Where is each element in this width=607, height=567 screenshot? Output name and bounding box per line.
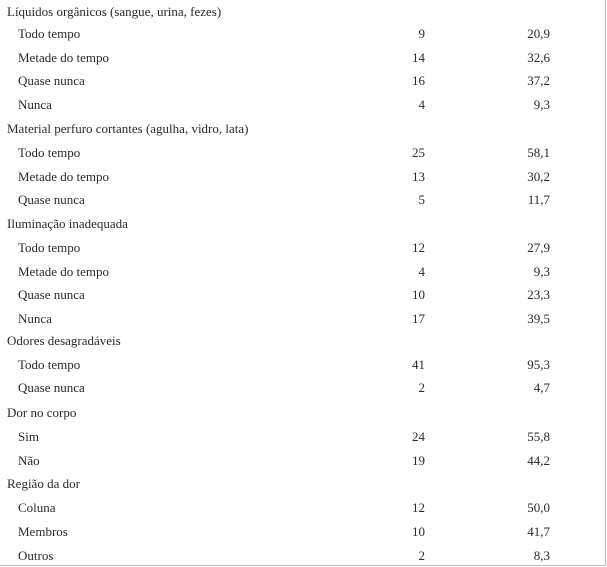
count-cell: 4 bbox=[418, 97, 425, 112]
count-cell: 25 bbox=[412, 145, 425, 160]
count-cell: 19 bbox=[412, 453, 425, 468]
category-row bbox=[0, 117, 605, 140]
percent-cell: 41,7 bbox=[527, 524, 550, 539]
table-row bbox=[0, 425, 605, 448]
table-row bbox=[0, 449, 605, 472]
percent-cell: 11,7 bbox=[527, 192, 550, 207]
row-label: Quase nunca bbox=[18, 192, 85, 207]
count-cell: 12 bbox=[412, 500, 425, 515]
percent-cell: 50,0 bbox=[527, 500, 550, 515]
row-label: Quase nunca bbox=[18, 380, 85, 395]
row-label: Sim bbox=[18, 429, 39, 444]
table-row bbox=[0, 69, 605, 92]
table-row bbox=[0, 93, 605, 116]
percent-cell: 95,3 bbox=[527, 357, 550, 372]
table-row bbox=[0, 188, 605, 211]
percent-cell: 9,3 bbox=[533, 97, 550, 112]
row-label: Nunca bbox=[18, 311, 52, 326]
row-label: Metade do tempo bbox=[18, 264, 109, 279]
percent-cell: 39,5 bbox=[527, 311, 550, 326]
row-label: Membros bbox=[18, 524, 68, 539]
row-label: Todo tempo bbox=[18, 357, 81, 372]
count-cell: 12 bbox=[412, 240, 425, 255]
percent-cell: 23,3 bbox=[527, 287, 550, 302]
percent-cell: 27,9 bbox=[527, 240, 550, 255]
count-cell: 5 bbox=[418, 192, 425, 207]
percent-cell: 30,2 bbox=[527, 169, 550, 184]
row-label: Não bbox=[18, 453, 40, 468]
percent-cell: 44,2 bbox=[527, 453, 550, 468]
table-row bbox=[0, 165, 605, 188]
category-label: Iluminação inadequada bbox=[7, 216, 128, 231]
count-cell: 17 bbox=[412, 311, 425, 326]
count-cell: 41 bbox=[412, 357, 425, 372]
category-row bbox=[0, 0, 605, 23]
count-cell: 2 bbox=[418, 380, 425, 395]
percent-cell: 58,1 bbox=[527, 145, 550, 160]
row-label: Coluna bbox=[18, 500, 56, 515]
count-cell: 13 bbox=[412, 169, 425, 184]
count-cell: 9 bbox=[418, 26, 425, 41]
percent-cell: 20,9 bbox=[527, 26, 550, 41]
row-label: Outros bbox=[18, 548, 54, 563]
count-cell: 2 bbox=[418, 548, 425, 563]
table-row bbox=[0, 22, 605, 45]
table-row bbox=[0, 236, 605, 259]
row-label: Todo tempo bbox=[18, 240, 81, 255]
row-label: Metade do tempo bbox=[18, 50, 109, 65]
category-row bbox=[0, 329, 605, 352]
category-label: Odores desagradáveis bbox=[7, 333, 121, 348]
percent-cell: 55,8 bbox=[527, 429, 550, 444]
row-label: Todo tempo bbox=[18, 145, 81, 160]
table-row bbox=[0, 283, 605, 306]
count-cell: 24 bbox=[412, 429, 425, 444]
table-row bbox=[0, 46, 605, 69]
category-label: Dor no corpo bbox=[7, 405, 77, 420]
table-row bbox=[0, 520, 605, 543]
table-row bbox=[0, 141, 605, 164]
table-row bbox=[0, 496, 605, 519]
count-cell: 14 bbox=[412, 50, 425, 65]
category-row bbox=[0, 212, 605, 235]
count-cell: 10 bbox=[412, 287, 425, 302]
count-cell: 16 bbox=[412, 73, 425, 88]
table-row bbox=[0, 353, 605, 376]
percent-cell: 8,3 bbox=[533, 548, 550, 563]
row-label: Metade do tempo bbox=[18, 169, 109, 184]
table-row bbox=[0, 376, 605, 399]
percent-cell: 37,2 bbox=[527, 73, 550, 88]
category-row bbox=[0, 472, 605, 495]
count-cell: 10 bbox=[412, 524, 425, 539]
row-label: Quase nunca bbox=[18, 287, 85, 302]
percent-cell: 9,3 bbox=[533, 264, 550, 279]
row-label: Quase nunca bbox=[18, 73, 85, 88]
category-label: Líquidos orgânicos (sangue, urina, fezes) bbox=[7, 4, 222, 19]
percent-cell: 4,7 bbox=[533, 380, 550, 395]
table-row bbox=[0, 307, 605, 330]
category-label: Região da dor bbox=[7, 476, 80, 491]
category-label: Material perfuro cortantes (agulha, vidro, lata) bbox=[7, 121, 249, 136]
count-cell: 4 bbox=[418, 264, 425, 279]
table-row bbox=[0, 544, 605, 567]
percent-cell: 32,6 bbox=[527, 50, 550, 65]
table-row bbox=[0, 260, 605, 283]
row-label: Todo tempo bbox=[18, 26, 81, 41]
category-row bbox=[0, 401, 605, 424]
row-label: Nunca bbox=[18, 97, 52, 112]
